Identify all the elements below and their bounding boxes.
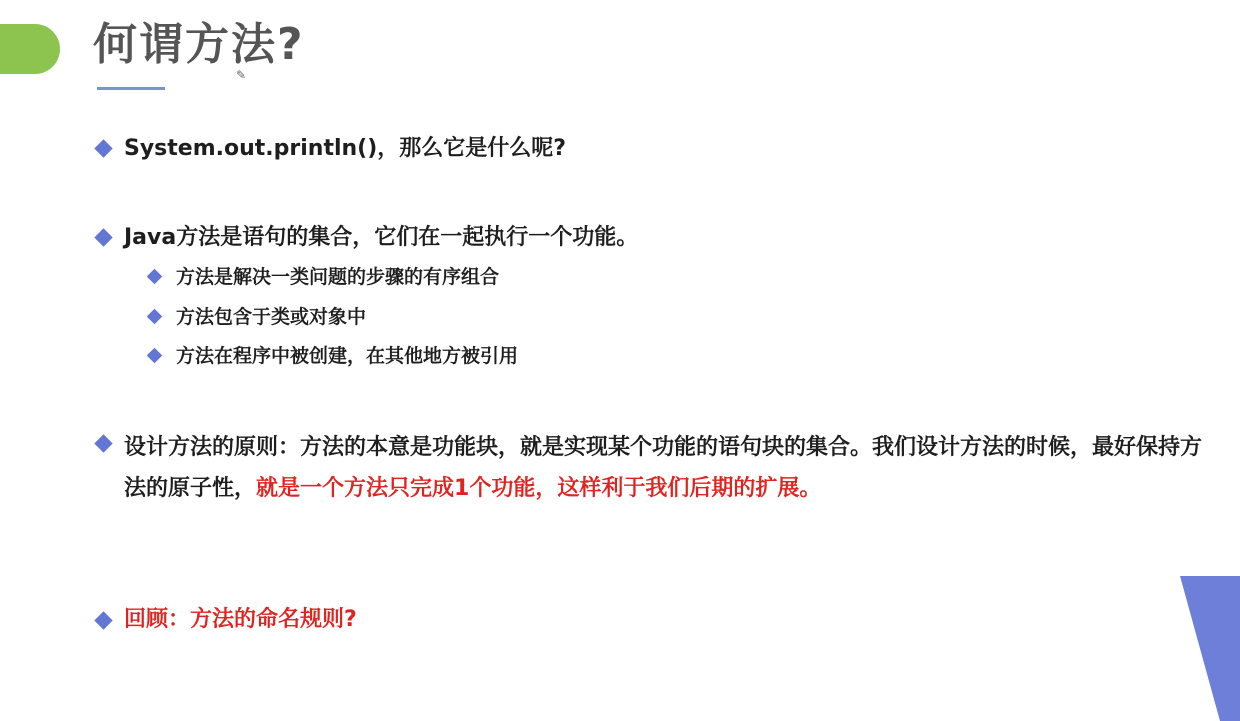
sub-bullet-contained-in-class: 方法包含于类或对象中 — [176, 306, 367, 328]
slide-title: 何谓方法? — [93, 19, 305, 70]
sub-bullet-created-and-referenced: 方法在程序中被创建，在其他地方被引用 — [176, 345, 519, 367]
design-principle-text: 设计方法的原则：方法的本意是功能块，就是实现某个功能的语句块的集合。我们设计方法的时候，最好保持方法的原子性， — [124, 435, 1203, 501]
bullet-diamond-icon — [94, 139, 112, 157]
bullet-diamond-icon — [94, 434, 112, 452]
pen-cursor-icon: ✎ — [236, 68, 247, 82]
bullet-diamond-icon — [94, 228, 112, 246]
bullet-review-naming-rules: 回顾：方法的命名规则? — [124, 607, 357, 632]
sub-bullet-diamond-icon — [147, 348, 163, 364]
sub-bullet-ordered-steps: 方法是解决一类问题的步骤的有序组合 — [176, 266, 500, 288]
corner-decoration — [1180, 576, 1240, 721]
bullet-java-method-definition: Java方法是语句的集合，它们在一起执行一个功能。 — [124, 225, 639, 250]
design-principle-highlight: 就是一个方法只完成1个功能，这样利于我们后期的扩展。 — [256, 476, 822, 501]
bullet-design-principle — [124, 427, 1214, 509]
bullet-system-out-println: System.out.println()，那么它是什么呢? — [124, 136, 567, 161]
sub-bullet-diamond-icon — [147, 269, 163, 285]
bullet-diamond-icon — [94, 611, 112, 629]
title-underline — [97, 87, 165, 90]
sub-bullet-diamond-icon — [147, 309, 163, 325]
title-tab-marker — [0, 24, 60, 74]
